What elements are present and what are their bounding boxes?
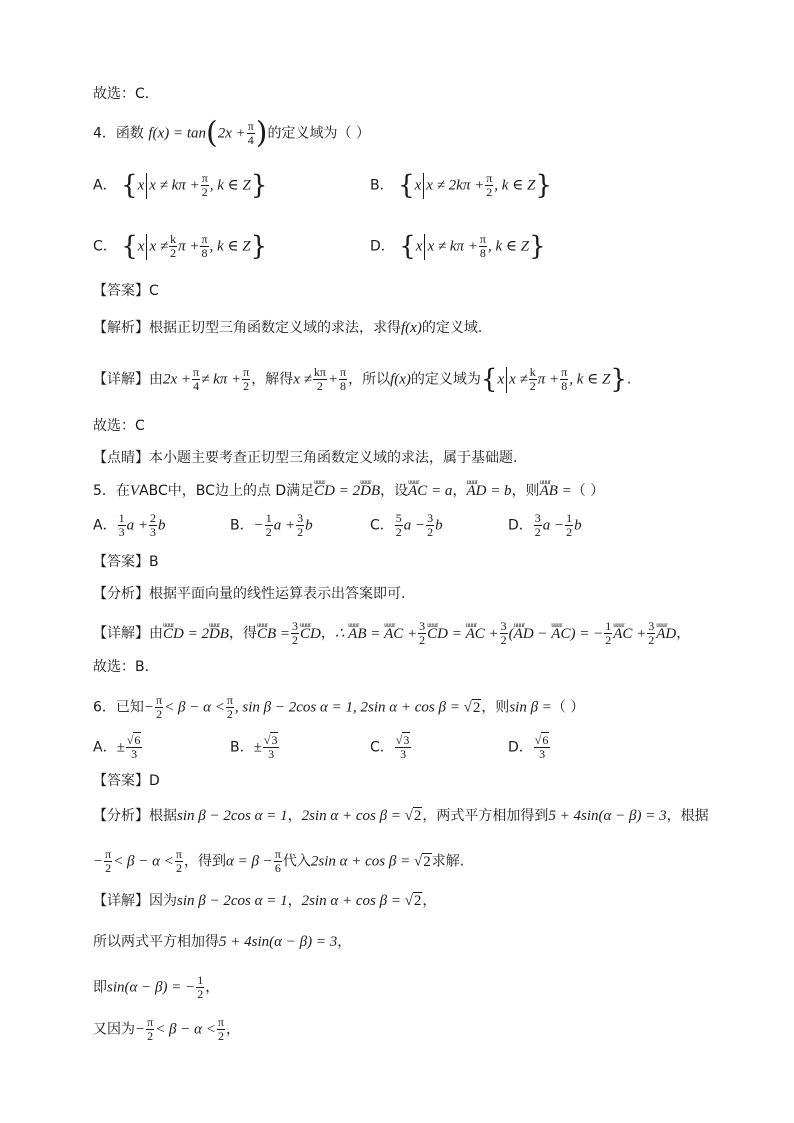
analysis-text: 根据正切型三角函数定义域的求法，求得	[149, 320, 401, 336]
label: C．	[370, 739, 394, 756]
label: D．	[508, 517, 533, 534]
expr: x ≠ 2kπ +	[426, 177, 485, 194]
label: B．	[370, 177, 394, 194]
label: A．	[93, 739, 117, 756]
q5-option-d: D． $\frac{3}{2}$ a − $\frac{1}{2}$ b	[508, 511, 582, 539]
q6-option-c: C． $\frac{√3}{3}$	[370, 733, 410, 761]
text: 故选：B.	[93, 659, 150, 675]
expr: x ≠	[149, 238, 169, 255]
label: C．	[93, 238, 117, 255]
q5-option-c: C． $\frac{5}{2}$ a − $\frac{3}{2}$ b	[370, 511, 443, 539]
q6-num: 6．已知	[93, 699, 144, 716]
t1: 又因为	[93, 1021, 135, 1038]
text: 故选：C．	[93, 86, 159, 102]
q4-option-d: D． {x x ≠ kπ + $\frac{\pi}{8}$ , k ∈ Z}	[370, 231, 546, 262]
q4-option-b: B． {x x ≠ 2kπ + $\frac{\pi}{2}$ , k ∈ Z}	[370, 170, 552, 201]
q6-option-d: D． $\frac{√6}{3}$	[508, 733, 549, 761]
tail: , k ∈ Z	[209, 238, 251, 255]
q6-sum-line: 所以两式平方相加得5 + 4sin(α − β) = 3，	[93, 934, 352, 950]
answer-value: B	[149, 554, 159, 570]
q6-option-b: B．± $\frac{√3}{3}$	[230, 733, 278, 761]
t4: ，得到	[183, 853, 226, 870]
label: A．	[93, 517, 117, 534]
q4-option-a: A． {x x ≠ kπ + $\frac{\pi}{2}$ , k ∈ Z}	[93, 170, 268, 201]
t3: ，根据	[666, 808, 709, 824]
q6-analysis-line-2: − $\frac{\pi}{2}$ < β − α < $\frac{\pi}{2}$ ，得到α = β − $\frac{\pi}{6}$ 代入2sin α + cos β = √2求解.	[93, 847, 465, 875]
t1: 所以两式平方相加得	[93, 934, 219, 950]
t1: 由	[149, 371, 163, 388]
q5-option-b: B．− $\frac{1}{2}$ a + $\frac{3}{2}$ b	[230, 511, 313, 539]
analysis-text: 根据平面向量的线性运算表示出答案即可.	[149, 586, 406, 602]
detail-tag: 【详解】	[93, 625, 149, 642]
choose-c-line-2	[93, 416, 145, 436]
label: D．	[508, 739, 533, 756]
q4-tail: 的定义域为（ ）	[267, 125, 370, 142]
q6-analysis-line-1: 【分析】根据sin β − 2cos α = 1，2sin α + cos β = √2，两式平方相加得到5 + 4sin(α − β) = 3，根据	[93, 808, 709, 824]
label: A．	[93, 177, 117, 194]
choose-b-line	[93, 657, 149, 677]
analysis-tag: 【解析】	[93, 320, 149, 336]
q4-detail: 【详解】由2x + $\frac{\pi}{4}$ ≠ kπ + $\frac{\pi}{2}$ ，解得x ≠ $\frac{k\pi}{2}$ + $\frac{\pi}{8}$ ，所以f(x)的定义域为{x x ≠ $\frac{k}{2}$ π + $\frac{\pi}{8}$ , k ∈ Z}.	[93, 364, 632, 395]
tail: , k ∈ Z	[494, 177, 536, 194]
q6-detail: 【详解】因为sin β − 2cos α = 1，2sin α + cos β = √2，	[93, 893, 437, 909]
q6-t3: （ ）	[551, 699, 585, 716]
label: C．	[370, 517, 394, 534]
q6-again-line: 又因为− $\frac{\pi}{2}$ < β − α < $\frac{\pi}{2}$ ，	[93, 1015, 240, 1043]
comment-text: 本小题主要考查正切型三角函数定义域的求法，属于基础题.	[149, 450, 518, 466]
q5-t4: ，则	[511, 483, 540, 499]
analysis-tail: 的定义域.	[421, 320, 483, 336]
q5-option-a: A． $\frac{1}{3}$ a + $\frac{2}{3}$ b	[93, 511, 166, 539]
t1: 因为	[149, 893, 177, 909]
q4-answer	[93, 281, 159, 301]
q6-then-line: 即sin(α − β) = − $\frac{1}{2}$ ，	[93, 973, 220, 1001]
fx: f(x)	[401, 320, 422, 336]
label: B．	[230, 517, 254, 534]
answer-value: C	[149, 283, 159, 299]
analysis-tag: 【分析】	[93, 808, 149, 824]
t3: ，所以	[348, 371, 391, 388]
expr: x ≠ kπ +	[149, 177, 200, 194]
text: 故选：C	[93, 418, 145, 434]
q6-option-a: A．± $\frac{√6}{3}$	[93, 733, 141, 761]
q5-answer	[93, 552, 159, 572]
question-5-stem: 5．在VABC中，BC边上的点 D满足uuur CD = 2uuur DB，设uuur AC = a，uuur AD = b，则uuur AB =（ ）	[93, 481, 604, 501]
choose-c-line-1	[93, 84, 159, 104]
q5-t3: ，设	[380, 483, 409, 499]
t1: 根据	[149, 808, 177, 824]
analysis-tag: 【分析】	[93, 586, 149, 602]
tail: , k ∈ Z	[487, 238, 530, 255]
q4-number: 4．函数	[93, 125, 144, 142]
frac-pi-4: $\frac{\pi}{4}$	[247, 119, 254, 147]
expr: x ≠ kπ +	[427, 238, 478, 255]
q5-t2: ABC中，BC边上的点 D满足	[139, 483, 315, 499]
t1: 即	[93, 979, 107, 996]
label: B．	[230, 739, 254, 756]
q4-inner: 2x +	[217, 125, 246, 142]
q4-comment	[93, 448, 517, 468]
question-6-stem: 6．已知− $\frac{\pi}{2}$ < β − α < $\frac{\pi}{2}$ , sin β − 2cos α = 1, 2sin α + cos β = √2，则sin β =（ ）	[93, 693, 585, 721]
q5-analysis	[93, 584, 405, 604]
tail: , k ∈ Z	[209, 177, 251, 194]
comment-tag: 【点睛】	[93, 450, 149, 466]
question-4-stem: 4．函数 f(x) = tan(2x + $\frac{\pi}{4}$ )的定义域为（ ）	[93, 115, 370, 151]
q4-option-c: C． {x x ≠ $\frac{k}{2}$ π + $\frac{\pi}{8}$ , k ∈ Z}	[93, 231, 268, 262]
q6-answer	[93, 771, 160, 791]
q4-function: f(x) = tan	[148, 125, 206, 142]
answer-tag: 【答案】	[93, 283, 149, 299]
answer-tag: 【答案】	[93, 554, 149, 570]
label: D．	[370, 238, 395, 255]
t2: ，解得	[251, 371, 294, 388]
answer-tag: 【答案】	[93, 773, 149, 789]
q5-detail: 【详解】由uuur CD = 2uuur DB，得uuur CB = $\frac{3}{2}$ uuur CD，∴ uuur AB = uuur AC + $\frac{3}{2}$ uuur CD = uuur AC + $\frac{3}{2}$ (uuur AD − uuur AC) = − $\frac{1}{2}$ uuur AC + $\frac{3}{2}$ uuur AD，	[93, 620, 690, 647]
t2: ，两式平方相加得到	[422, 808, 549, 824]
answer-value: D	[149, 773, 160, 789]
detail-tag: 【详解】	[93, 371, 149, 388]
q6-t2: ，则	[481, 699, 510, 716]
q5-t5: （ ）	[571, 483, 605, 499]
detail-tag: 【详解】	[93, 893, 149, 909]
t4: 的定义域为	[410, 371, 481, 388]
q5-num: 5．在	[93, 483, 130, 499]
t6: 求解.	[431, 853, 465, 870]
q4-analysis	[93, 318, 482, 338]
t5: 代入	[282, 853, 311, 870]
